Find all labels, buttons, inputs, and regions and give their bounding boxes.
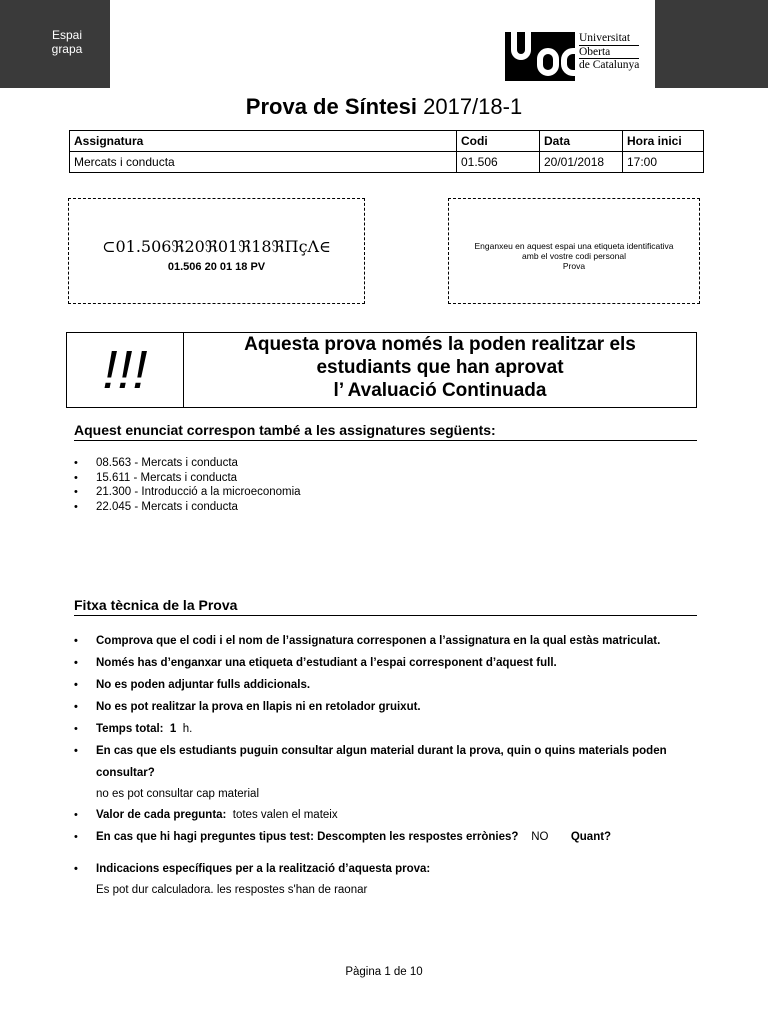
- time-value: 1: [169, 723, 177, 735]
- warning-line1: Aquesta prova només la poden realitzar els: [244, 334, 636, 355]
- list-item: • No es pot realitzar la prova en llapis ni en retolador gruixut.: [74, 696, 704, 718]
- staple-label-line1: Espai: [51, 28, 83, 42]
- table-row: [70, 152, 704, 173]
- list-item: • 08.563 - Mercats i conducta: [74, 456, 301, 471]
- value-hora: 17:00: [623, 152, 704, 173]
- label-line1: Enganxeu en aquest espai una etiqueta identificativa: [474, 241, 674, 251]
- subjects-list: [74, 456, 301, 515]
- test-quant: Quant?: [570, 831, 612, 843]
- logo-line2: Oberta: [579, 46, 639, 60]
- uoc-logo-mark: [505, 32, 575, 81]
- page-title: [0, 94, 768, 120]
- logo-line1: Universitat: [579, 32, 639, 46]
- staple-label: [0, 28, 134, 56]
- title-period: 2017/18-1: [423, 94, 523, 119]
- indications-label: • Indicacions específiques per a la realització d’aquesta prova:: [74, 858, 704, 880]
- list-item: • 22.045 - Mercats i conducta: [74, 500, 301, 515]
- test-item: [74, 826, 704, 848]
- list-item: • Comprova que el codi i el nom de l’assignatura corresponen a l’assignatura en la qual estàs matriculat.: [74, 630, 704, 652]
- indications-text: Es pot dur calculadora. les respostes s'han de raonar: [96, 884, 368, 896]
- value-data: 20/01/2018: [540, 152, 623, 173]
- label-line2: amb el vostre codi personal: [522, 251, 626, 261]
- warning-line2: estudiants que han aprovat: [316, 357, 564, 378]
- list-item: • Només has d’enganxar una etiqueta d’estudiant a l’espai corresponent d’aquest full.: [74, 652, 704, 674]
- label-instructions: [449, 241, 699, 271]
- page-number: Pàgina 1 de 10: [345, 966, 423, 978]
- list-item: • 15.611 - Mercats i conducta: [74, 471, 301, 486]
- barcode: ⊂01.506ℜ20ℜ01ℜ18ℜΠçΛ∈: [102, 237, 331, 256]
- warning-line3: l’ Avaluació Continuada: [333, 380, 547, 401]
- label-line3: Prova: [562, 261, 586, 271]
- header-assignatura: Assignatura: [70, 131, 457, 152]
- warning-icon: !!!: [67, 333, 184, 407]
- fitxa-heading: Fitxa tècnica de la Prova: [74, 597, 697, 616]
- time-label: Temps total:: [96, 723, 164, 735]
- uoc-logo-text: [579, 32, 639, 72]
- warning-box: [66, 332, 697, 408]
- exam-info-table: [69, 130, 704, 173]
- subjects-heading: Aquest enunciat correspon també a les assignatures següents:: [74, 422, 697, 441]
- student-label-box: [448, 198, 700, 304]
- header-codi: Codi: [457, 131, 540, 152]
- value-assignatura: Mercats i conducta: [70, 152, 457, 173]
- header-data: Data: [540, 131, 623, 152]
- test-question: En cas que hi hagi preguntes tipus test: Descompten les respostes errònies?: [96, 831, 519, 843]
- list-item: • 21.300 - Introducció a la microeconomia: [74, 485, 301, 500]
- time-unit: h.: [182, 723, 193, 735]
- title-bold: Prova de Síntesi: [245, 94, 417, 119]
- barcode-text: 01.506 20 01 18 PV: [167, 261, 266, 273]
- uoc-logo: [505, 32, 655, 82]
- logo-line3: de Catalunya: [579, 59, 640, 71]
- fitxa-list: [74, 630, 704, 900]
- table-header-row: [70, 131, 704, 152]
- corner-block: [655, 0, 768, 88]
- test-answer: NO: [531, 831, 549, 843]
- value-label: Valor de cada pregunta:: [96, 809, 227, 821]
- value-item: [74, 804, 704, 826]
- staple-label-line2: grapa: [51, 42, 83, 56]
- list-item: • No es poden adjuntar fulls addicionals.: [74, 674, 704, 696]
- materials-question: • En cas que els estudiants puguin consultar algun material durant la prova, quin o quins materials poden consultar?: [74, 740, 704, 784]
- materials-answer: no es pot consultar cap material: [96, 788, 260, 800]
- time-item: [74, 718, 704, 740]
- exam-code-box: [68, 198, 365, 304]
- warning-text: [184, 333, 696, 402]
- value-codi: 01.506: [457, 152, 540, 173]
- header-hora: Hora inici: [623, 131, 704, 152]
- value-text: totes valen el mateix: [232, 809, 338, 821]
